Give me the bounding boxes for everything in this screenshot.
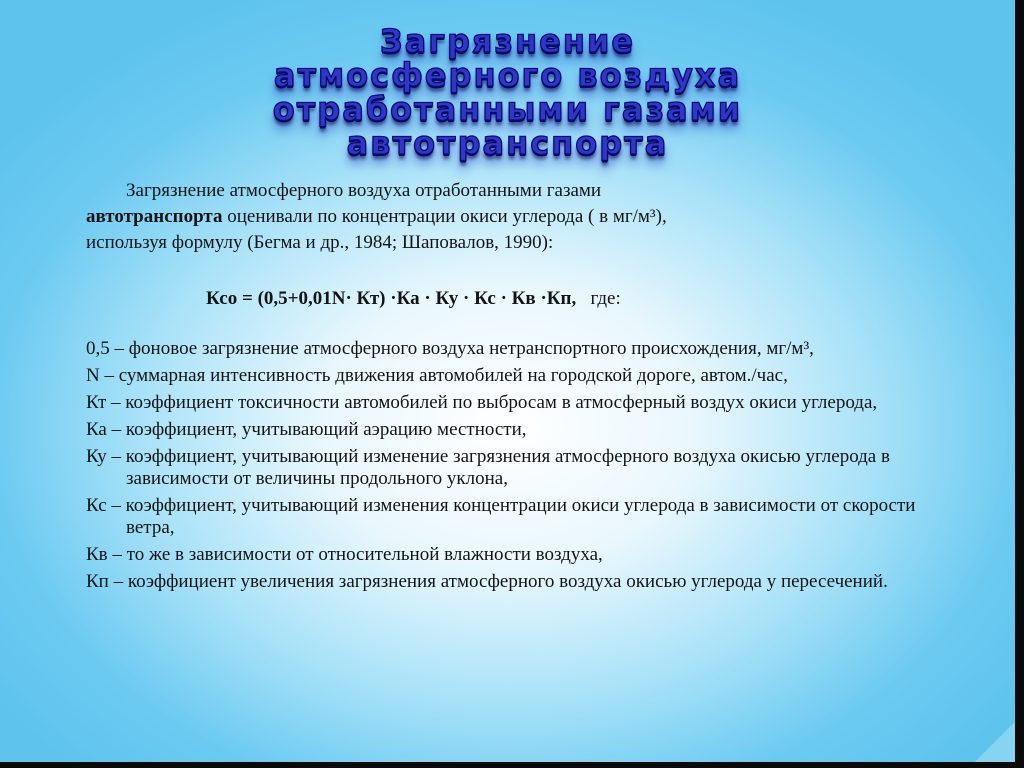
intro-line-1: Загрязнение атмосферного воздуха отработанными газами [126, 180, 602, 201]
intro-line-2-rest: оценивали по концентрации окиси углерода ( в мг/м³), [222, 206, 667, 227]
slide-body [86, 178, 916, 598]
definition-item: N – суммарная интенсивность движения автомобилей на городской дороге, автом./час, [86, 365, 788, 386]
title-line: отработанными газами [272, 90, 743, 128]
slide-title [0, 24, 1015, 160]
definition-item: Кв – то же в зависимости от относительной влажности воздуха, [86, 544, 603, 565]
definition-item: Ка – коэффициент, учитывающий аэрацию местности, [86, 419, 527, 440]
intro-line-2 [86, 204, 916, 230]
definition-item: Кп – коэффициент увеличения загрязнения атмосферного воздуха окисью углерода у пересечений. [86, 571, 888, 592]
title-line: автотранспорта [346, 124, 669, 162]
formula [206, 286, 916, 312]
intro-line-3: используя формулу (Бегма и др., 1984; Шаповалов, 1990): [86, 232, 554, 253]
formula-tail: где: [590, 288, 621, 309]
intro-bold-term: автотранспорта [86, 206, 223, 227]
corner-decoration [975, 722, 1015, 762]
definition-item: Ку – коэффициент, учитывающий изменение загрязнения атмосферного воздуха окисью углерода в зависимости от величины продольного уклона, [86, 446, 890, 489]
title-line: атмосферного воздуха [273, 56, 742, 94]
formula-expression: Ксо = (0,5+0,01N· Кт) ·Ка · Ку · Кс · Кв ·Кп, [206, 288, 577, 309]
definitions-list [86, 338, 916, 593]
definition-item: Кс – коэффициент, учитывающий изменения концентрации окиси углерода в зависимости от скорости ветра, [86, 495, 916, 538]
definition-item: Кт – коэффициент токсичности автомобилей по выбросам в атмосферный воздух окиси углерода, [86, 392, 878, 413]
title-line: Загрязнение [379, 22, 636, 60]
definition-item: 0,5 – фоновое загрязнение атмосферного воздуха нетранспортного происхождения, мг/м³, [86, 338, 814, 359]
